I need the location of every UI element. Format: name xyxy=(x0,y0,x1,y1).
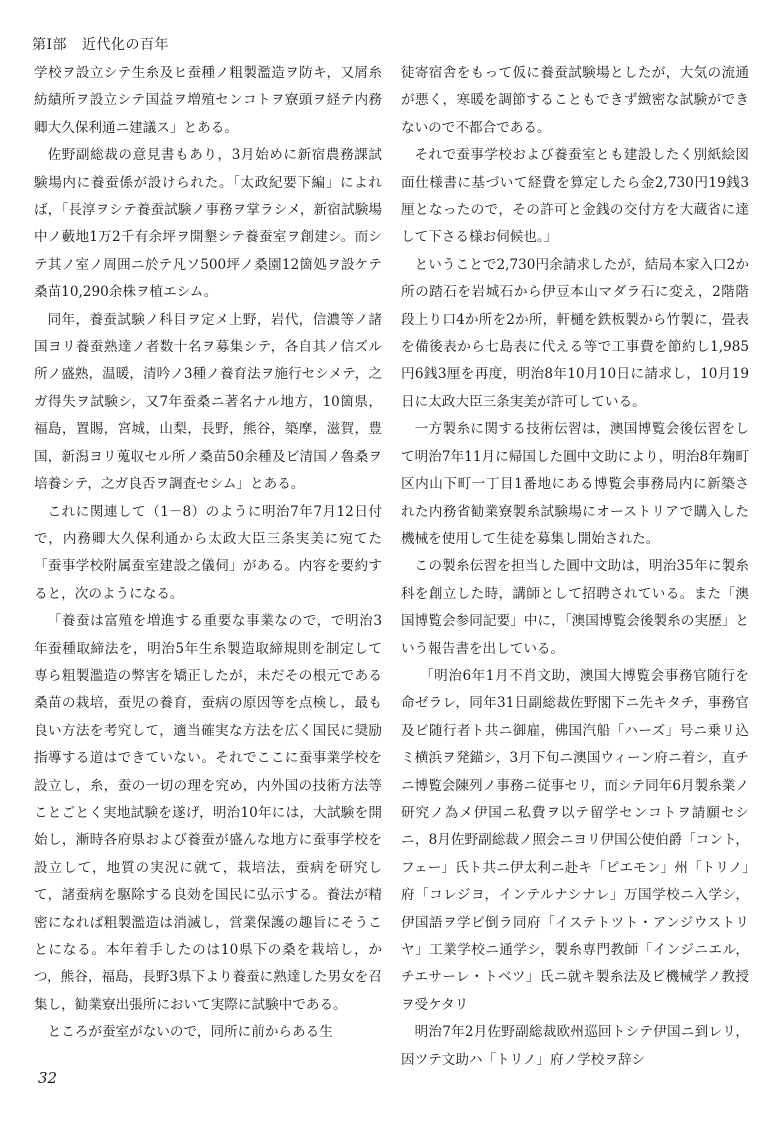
paragraph: 同年，養蚕試験ノ科目ヲ定メ上野，岩代，信濃等ノ諸国ヨリ養蚕熟達ノ者数十名ヲ募集シテ，各自其ノ信ズル所ノ盛熟，温暖，清吟ノ3種ノ養育法ヲ施行セシメテ，之ガ得失ヲ試験シ，又7年蚕桑ニ著名ナル地方，10箇県，福島，置賜，宮城，山梨，長野，熊谷，築摩，滋賀，豊国，新潟ヨリ蒐収セル所ノ桑苗50余種及ビ清国ノ魯桑ヲ培養シテ，之ガ良否ヲ調査セシム」とある。 xyxy=(34,311,382,493)
running-header xyxy=(32,34,169,54)
header-part: 第Ⅰ部 xyxy=(32,37,68,53)
paragraph: それで蚕事学校および養蚕室とも建設したく別紙絵図面仕様書に基づいて経費を算定したら金2,730円19銭3厘となったので，その許可と金銭の交付方を大蔵省に達して下さる様お伺候也。」 xyxy=(401,147,749,246)
paragraph: ところが蚕室がないので，同所に前からある生 xyxy=(47,1024,333,1041)
paragraph: 徒寄宿舎をもって仮に養蚕試験場としたが，大気の流通が悪く，寒暖を調節することもできず緻密な試験ができないので不都合である。 xyxy=(401,65,749,136)
right-column xyxy=(401,60,749,1074)
paragraph: この製糸伝習を担当した圓中文助は，明治35年に製糸科を創立した時，講師として招聘されている。また「澳国博覧会参同記要」中に，「澳国博覧会後製糸の実歴」という報告書を出している。 xyxy=(401,558,749,657)
paragraph: 明治7年2月佐野副総裁欧州巡回トシテ伊国ニ到レリ，因ツテ文助ハ「トリノ」府ノ学校ヲ辞シ xyxy=(401,1024,749,1068)
paragraph: 学校ヲ設立シテ生糸及ヒ蚕種ノ粗製濫造ヲ防キ，又屑糸紡績所ヲ設立シテ国益ヲ増殖センコトヲ寮頭ヲ経テ内務卿大久保利通ニ建議ス」とある。 xyxy=(34,65,382,136)
left-column xyxy=(34,60,382,1047)
paragraph: 一方製糸に関する技術伝習は，澳国博覧会後伝習をして明治7年11月に帰国した圓中文助により，明治8年麹町区内山下町一丁目1番地にある博覧会事務局内に新築された内務省勧業寮製糸試験場にオーストリアで購入した機械を使用して生徒を募集し開始された。 xyxy=(401,421,749,547)
paragraph: 「養蚕は富殖を増進する重要な事業なので，で明治3年蚕種取締法を，明治5年生糸製造取締規則を制定して専ら粗製濫造の弊害を矯正したが，未だその根元である桑苗の栽培，蚕児の養育，蚕病の原因等を点検し，最も良い方法を考究して，適当確実な方法を広く国民に奨励指導する道はできていない。それでここに蚕事業学校を設立し，糸，蚕の一切の理を究め，内外国の技術方法等ことごとく実地試験を遂げ，明治10年には，大試験を開始し，漸時各府県および養蚕が盛んな地方に蚕事学校を設立して，地質の実況に就て，栽培法，蚕病を研究して，諸蚕病を駆除する良効を国民に弘示する。養法が精密になれば粗製濫造は消滅し，営業保護の趣旨にそうことになる。本年着手したのは10県下の桑を栽培し，かつ，熊谷，福島，長野3県下より養蚕に熟達した男女を召集し，勧業寮出張所において実際に試験中である。 xyxy=(34,613,382,1013)
paragraph: ということで2,730円余請求したが，結局本家入口2か所の踏石を岩城石から伊豆本山マダラ石に変え，2階階段上り口4か所を2か所，軒樋を鉄板製から竹製に，畳表を備後表から七島表に代える等で工事費を節約し1,985円6銭3厘を再度，明治8年10月10日に請求し，10月19日に太政大臣三条実美が許可している。 xyxy=(401,256,749,410)
paragraph: 「明治6年1月不肖文助，澳国大博覧会事務官随行を命ゼラレ，同年31日副総裁佐野閣下ニ先キタチ，事務官及ビ随行者ト共ニ御雇，佛国汽船「ハーズ」号ニ乗リ込ミ横浜ヲ発錨シ，3月下旬ニ澳国ウィーン府ニ着シ，直チニ博覧会陳列ノ事務ニ従事セリ，而シテ同年6月製糸業ノ研究ノ為メ伊国ニ私費ヲ以テ留学センコトヲ請願セシニ，8月佐野副総裁ノ照会ニヨリ伊国公使伯爵「コント，フェー」氏ト共ニ伊太利ニ赴キ「ピエモン」州「トリノ」府「コレジヨ，インテルナシナレ」万国学校ニ入学シ，伊国語ヲ学ビ倒ラ同府「イステトツト・アンジウストリヤ」工業学校ニ通学シ，製糸専門教師「インジニエル，チエサーレ・トベツ」氏ニ就キ製糸法及ビ機械学ノ教授ヲ受ケタリ xyxy=(401,667,749,1013)
paragraph: これに関連して（1－8）のように明治7年7月12日付で，内務卿大久保利通から太政大臣三条実美に宛てた「蚕事学校附属蚕室建設之儀伺」がある。内容を要約すると，次のようになる。 xyxy=(34,503,382,602)
header-title: 近代化の百年 xyxy=(81,37,169,53)
paragraph: 佐野副総裁の意見書もあり，3月始めに新宿農務課試験場内に養蚕係が設けられた。「太政紀要下編」によれば，「長淳ヲシテ養蚕試験ノ事務ヲ掌ラシメ，新宿試験場中ノ藪地1万2千有余坪ヲ開墾シテ養蚕室ヲ創建シ。而シテ其ノ室ノ周囲ニ於テ凡ソ500坪ノ桑園12箇処ヲ設ケテ桑苗10,290余株ヲ植エシム。 xyxy=(34,147,382,301)
page-number: 32 xyxy=(38,1069,58,1087)
